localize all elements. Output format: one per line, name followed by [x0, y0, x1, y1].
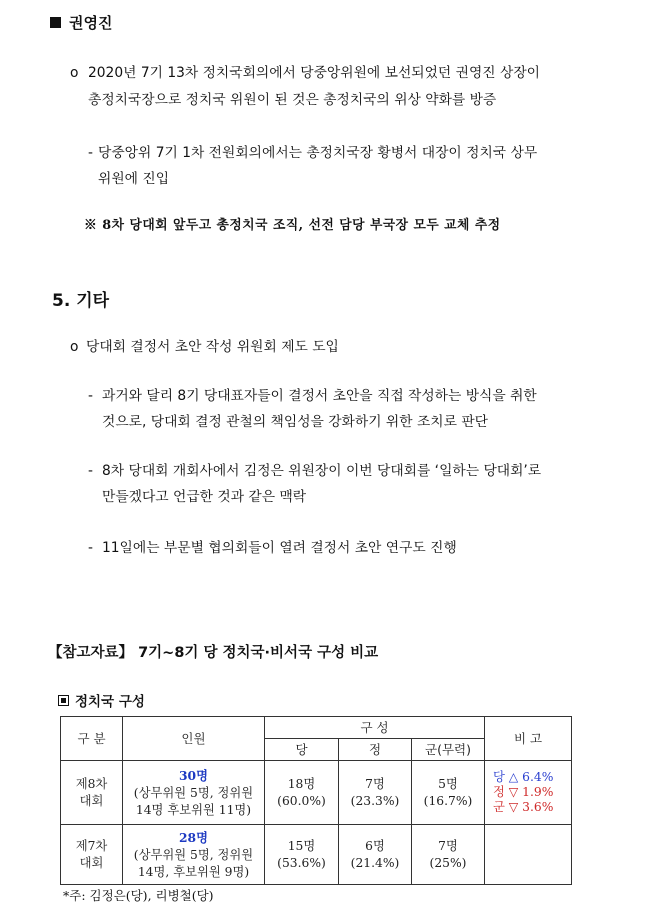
para1-sub-dash: -	[88, 145, 93, 161]
row-remarks	[485, 761, 572, 825]
person-heading-text: 권영진	[69, 14, 113, 32]
para2-text: 당대회 결정서 초안 작성 위원회 제도 도입	[86, 339, 339, 355]
remark-line: 군 ▽ 3.6%	[493, 800, 554, 814]
politburo-table	[60, 716, 572, 885]
header-party: 당	[265, 739, 339, 761]
para2-sub2-line1: 8차 당대회 개회사에서 김정은 위원장이 이번 당대회를 ‘일하는 당대회’로	[102, 463, 542, 479]
para1-bullet: o	[70, 65, 79, 81]
para1-line2: 총정치국장으로 정치국 위원이 된 것은 총정치국의 위상 약화를 방증	[88, 92, 497, 108]
table-row	[61, 825, 572, 885]
person-heading	[50, 12, 112, 33]
row-remarks	[485, 825, 572, 885]
header-military: 군(무력)	[412, 739, 485, 761]
boxed-square-icon	[58, 695, 69, 706]
table-row	[61, 761, 572, 825]
para2-sub2-line2: 만들겠다고 언급한 것과 같은 맥락	[102, 489, 307, 505]
header-composition: 구 성	[265, 717, 485, 739]
header-division: 구 분	[61, 717, 123, 761]
row-military: 5명 (16.7%)	[412, 761, 485, 825]
square-bullet-icon	[50, 17, 61, 28]
section-title: 5. 기타	[52, 291, 110, 311]
para1-sub-line2: 위원에 진입	[98, 171, 170, 187]
note: ※ 8차 당대회 앞두고 총정치국 조직, 선전 담당 부국장 모두 교체 추정	[84, 218, 501, 233]
row-label: 제7차 대회	[61, 825, 123, 885]
para1-line1: 2020년 7기 13차 정치국회의에서 당중앙위원에 보선되었던 권영진 상장이	[88, 65, 540, 81]
row-government: 7명 (23.3%)	[339, 761, 412, 825]
politburo-title	[58, 690, 145, 710]
header-remarks: 비 고	[485, 717, 572, 761]
para2-sub3-text: 11일에는 부문별 협의회들이 열려 결정서 초안 연구도 진행	[102, 540, 457, 556]
remark-line: 당 △ 6.4%	[493, 770, 554, 784]
para2-sub1-line1: 과거와 달리 8기 당대표자들이 결정서 초안을 직접 작성하는 방식을 취한	[102, 388, 537, 404]
row-party: 15명 (53.6%)	[265, 825, 339, 885]
row-party: 18명 (60.0%)	[265, 761, 339, 825]
politburo-title-text: 정치국 구성	[75, 694, 145, 710]
para2-bullet: o	[70, 339, 79, 355]
table-header-row	[61, 717, 572, 739]
para2-sub1-dash: -	[88, 388, 93, 404]
header-members: 인원	[123, 717, 265, 761]
para2-sub1-line2: 것으로, 당대회 결정 관철의 책임성을 강화하기 위한 조치로 판단	[102, 414, 488, 430]
para2-sub3-dash: -	[88, 540, 93, 556]
row-government: 6명 (21.4%)	[339, 825, 412, 885]
row-military: 7명 (25%)	[412, 825, 485, 885]
row-members: 28명 (상무위원 5명, 정위원 14명, 후보위원 9명)	[123, 825, 265, 885]
para1-sub-line1: 당중앙위 7기 1차 전원회의에서는 총정치국장 황병서 대장이 정치국 상무	[98, 145, 538, 161]
row-members: 30명 (상무위원 5명, 정위원 14명 후보위원 11명)	[123, 761, 265, 825]
reference-title: 【참고자료】 7기~8기 당 정치국·비서국 구성 비교	[48, 645, 379, 661]
para2-sub2-dash: -	[88, 463, 93, 479]
remark-line: 정 ▽ 1.9%	[493, 785, 554, 799]
header-government: 정	[339, 739, 412, 761]
footnote: *주: 김정은(당), 리병철(당)	[63, 888, 214, 903]
row-label: 제8차 대회	[61, 761, 123, 825]
